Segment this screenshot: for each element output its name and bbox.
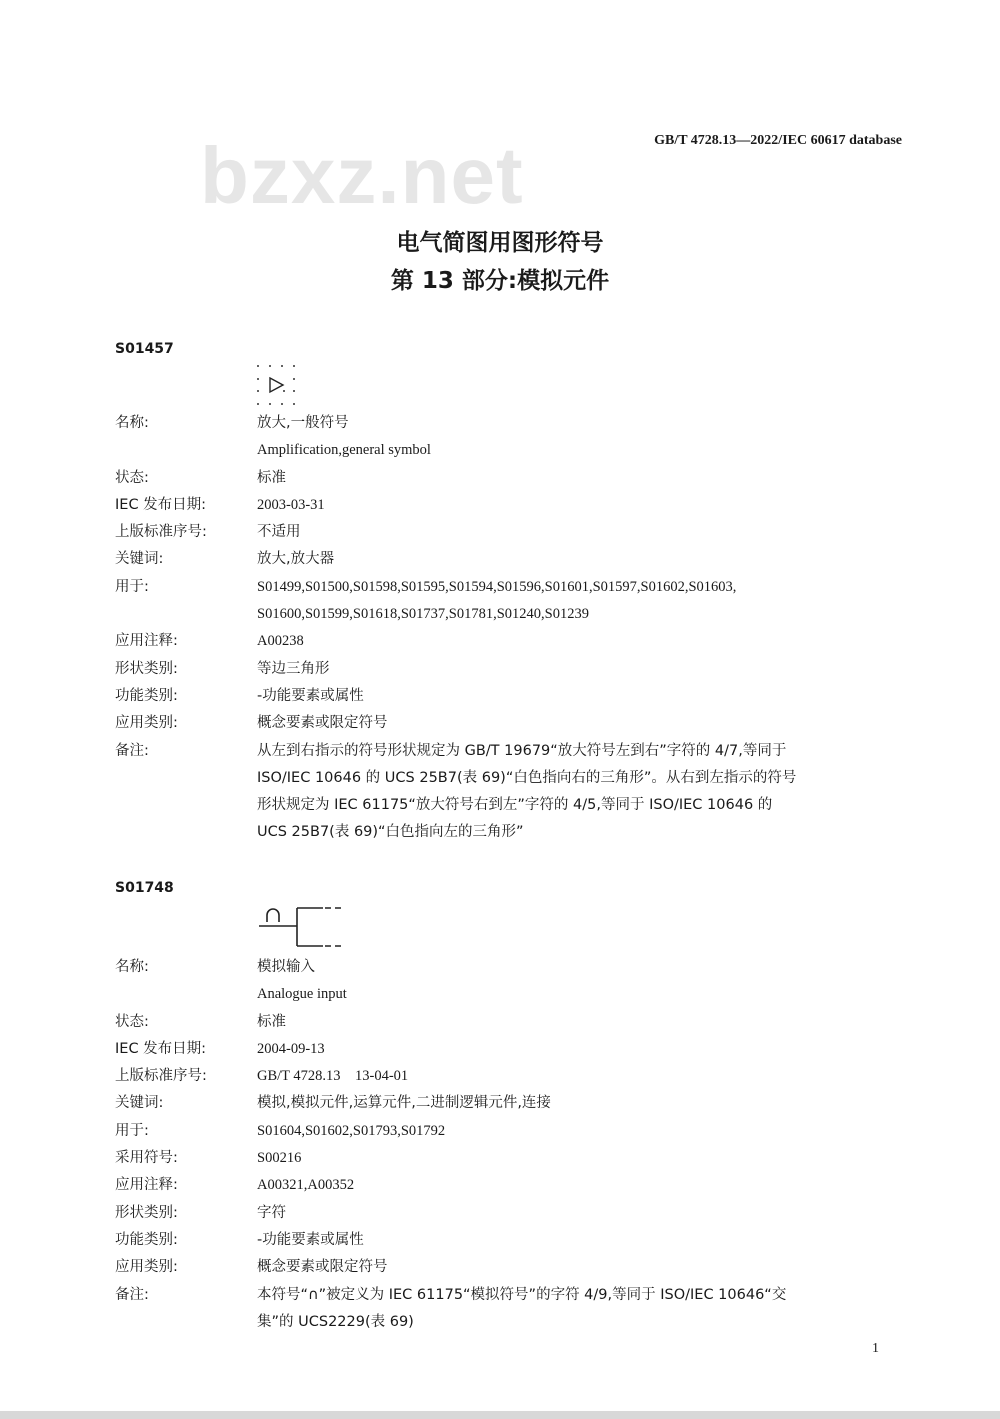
field-row [115,1309,905,1336]
field-value: 形状规定为 IEC 61175“放大符号右到左”字符的 4/5,等同于 ISO/IEC 10646 的 [257,797,773,814]
field-value: A00238 [257,633,304,650]
field-row [115,546,905,573]
standard-header: GB/T 4728.13—2022/IEC 60617 database [654,133,902,148]
field-label: 应用注释: [115,1177,178,1194]
field-label: IEC 发布日期: [115,496,207,513]
field-value: 2004-09-13 [257,1040,325,1057]
field-value: Amplification,general symbol [257,442,431,459]
field-row [115,519,905,546]
field-row [115,738,905,765]
symbol-id: S01457 [115,341,174,357]
field-value: 放大,放大器 [257,551,335,568]
field-row [115,628,905,655]
field-label [115,819,257,846]
field-row [115,1009,905,1036]
field-row [115,710,905,737]
field-value: 等边三角形 [257,660,330,677]
field-label: 上版标准序号: [115,524,207,541]
field-row [115,1118,905,1145]
field-value: 概念要素或限定符号 [257,715,388,732]
field-label [115,765,257,792]
field-row [115,656,905,683]
field-label: 备注: [115,742,149,759]
field-label: 应用类别: [115,715,178,732]
page-bottom-edge [0,1411,1000,1419]
analogue-input-symbol-icon [255,902,350,952]
field-row [115,792,905,819]
field-row [115,1090,905,1117]
field-label: 用于: [115,1122,149,1139]
field-label: 状态: [115,1013,149,1030]
field-label: 形状类别: [115,1204,178,1221]
field-row [115,1200,905,1227]
field-row [115,465,905,492]
field-row [115,1254,905,1281]
field-label [115,437,257,464]
field-value: 标准 [257,1013,286,1030]
field-value: UCS 25B7(表 69)“白色指向左的三角形” [257,824,524,841]
page-subtitle: 第 13 部分:模拟元件 [390,268,610,294]
field-row [115,683,905,710]
field-row [115,601,905,628]
field-value: GB/T 4728.13 13-04-01 [257,1068,409,1085]
field-label: 备注: [115,1286,149,1303]
field-row [115,1172,905,1199]
field-label [115,601,257,628]
field-value: 不适用 [257,524,301,541]
field-label: 上版标准序号: [115,1068,207,1085]
field-row [115,437,905,464]
field-row [115,492,905,519]
field-value: 从左到右指示的符号形状规定为 GB/T 19679“放大符号左到右”字符的 4/7,等同于 [257,742,787,759]
field-row [115,1145,905,1172]
field-label [115,981,257,1008]
field-value: A00321,A00352 [257,1177,355,1194]
field-value: -功能要素或属性 [257,1231,364,1248]
field-row [115,819,905,846]
field-value: 标准 [257,469,286,486]
field-label: 形状类别: [115,660,178,677]
field-value: S00216 [257,1150,302,1167]
field-label: 名称: [115,415,149,431]
field-value: 2003-03-31 [257,496,325,513]
page-title: 电气简图用图形符号 [396,230,604,256]
field-label: 关键词: [115,1095,164,1112]
field-value: 字符 [257,1204,286,1221]
field-label: 功能类别: [115,687,178,704]
field-value: 放大,一般符号 [257,415,349,431]
field-label [115,792,257,819]
field-label: IEC 发布日期: [115,1040,207,1057]
field-label: 应用注释: [115,633,178,650]
field-value: 模拟输入 [257,959,315,975]
field-value: ISO/IEC 10646 的 UCS 25B7(表 69)“白色指向右的三角形”。从右到左指示的符号 [257,769,797,786]
watermark: bzxz.net [200,131,524,220]
field-row [115,1063,905,1090]
entry-s01748 [115,954,905,1336]
field-value: Analogue input [257,986,347,1003]
field-row [115,1227,905,1254]
field-value: 模拟,模拟元件,运算元件,二进制逻辑元件,连接 [257,1095,551,1112]
field-row [115,981,905,1008]
field-label: 状态: [115,469,149,486]
field-label: 功能类别: [115,1231,178,1248]
field-row [115,574,905,601]
field-label: 采用符号: [115,1150,178,1167]
field-label: 用于: [115,578,149,595]
field-value: 概念要素或限定符号 [257,1259,388,1276]
amplifier-triangle-icon [252,362,302,408]
field-value: -功能要素或属性 [257,687,364,704]
field-row [115,410,905,437]
symbol-id: S01748 [115,880,174,896]
field-row [115,765,905,792]
field-label [115,1309,257,1336]
field-value: 本符号“∩”被定义为 IEC 61175“模拟符号”的字符 4/9,等同于 ISO/IEC 10646“交 [257,1286,787,1303]
page-number: 1 [872,1341,879,1356]
field-label: 应用类别: [115,1259,178,1276]
field-row [115,1036,905,1063]
field-value: S01499,S01500,S01598,S01595,S01594,S01596,S01601,S01597,S01602,S01603, [257,578,737,595]
field-value: 集”的 UCS2229(表 69) [257,1313,414,1330]
field-value: S01600,S01599,S01618,S01737,S01781,S01240,S01239 [257,606,589,623]
field-value: S01604,S01602,S01793,S01792 [257,1122,446,1139]
entry-s01457 [115,410,905,847]
field-label: 关键词: [115,551,164,568]
field-row [115,954,905,981]
field-label: 名称: [115,959,149,975]
field-row [115,1282,905,1309]
